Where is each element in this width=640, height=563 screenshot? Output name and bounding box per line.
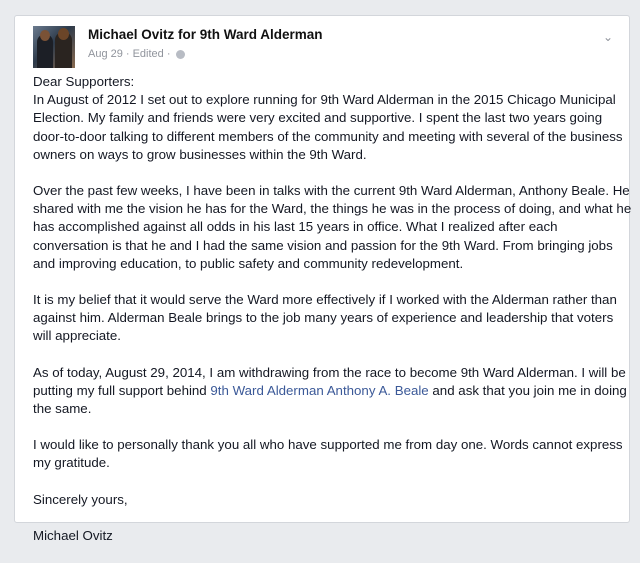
paragraph-4-end: and ask that you join me in doing the same. (33, 382, 627, 417)
author-name[interactable]: Michael Ovitz for 9th Ward Alderman (88, 27, 323, 42)
post-card (14, 15, 632, 543)
post-meta (88, 48, 185, 60)
paragraph-4-start: As of today, August 29, 2014, I am withdrawing from the race to become 9th Ward Alderman. I will be putting my full support behind (33, 364, 626, 398)
post-date[interactable]: Aug 29 (88, 48, 123, 60)
edited-label[interactable]: · Edited · (125, 48, 171, 60)
chevron-down-icon[interactable]: ⌄ (602, 30, 614, 44)
closing: Sincerely yours, (33, 491, 128, 507)
post-body (33, 73, 633, 563)
paragraph-3: It is my belief that it would serve the Ward more effectively if I worked with the Alderman rather than against him. Alderman Beale brings to the job many years of experience and leadership that voters will appreciate. (33, 292, 617, 344)
alderman-link[interactable]: 9th Ward Alderman Anthony A. Beale (210, 382, 429, 398)
signature: Michael Ovitz (33, 527, 113, 543)
salutation: Dear Supporters: (33, 74, 135, 89)
paragraph-1: In August of 2012 I set out to explore running for 9th Ward Alderman in the 2015 Chicago Municipal Election. My family and friends were very excited and supportive. I spent the last two years going door-to-door talking to different members of the community and meeting with several of the business owners on ways to grow businesses within the 9th Ward. (33, 92, 623, 162)
paragraph-5: I would like to personally thank you all who have supported me from day one. Words cannot express my gratitude. (33, 437, 623, 471)
avatar[interactable] (33, 26, 75, 68)
paragraph-2: Over the past few weeks, I have been in talks with the current 9th Ward Alderman, Anthony Beale. He shared with me the vision he has for the Ward, the things he was in the process of doing, and what he has accomplished against all odds in his last 15 years in office. What I realized after each conversation is that he and I had the same vision and passion for the 9th Ward. From bringing jobs and improving education, to public safety and community redevelopment. (33, 183, 632, 271)
post-header (33, 26, 615, 68)
globe-icon[interactable] (176, 50, 185, 59)
paragraph-4 (33, 364, 633, 419)
